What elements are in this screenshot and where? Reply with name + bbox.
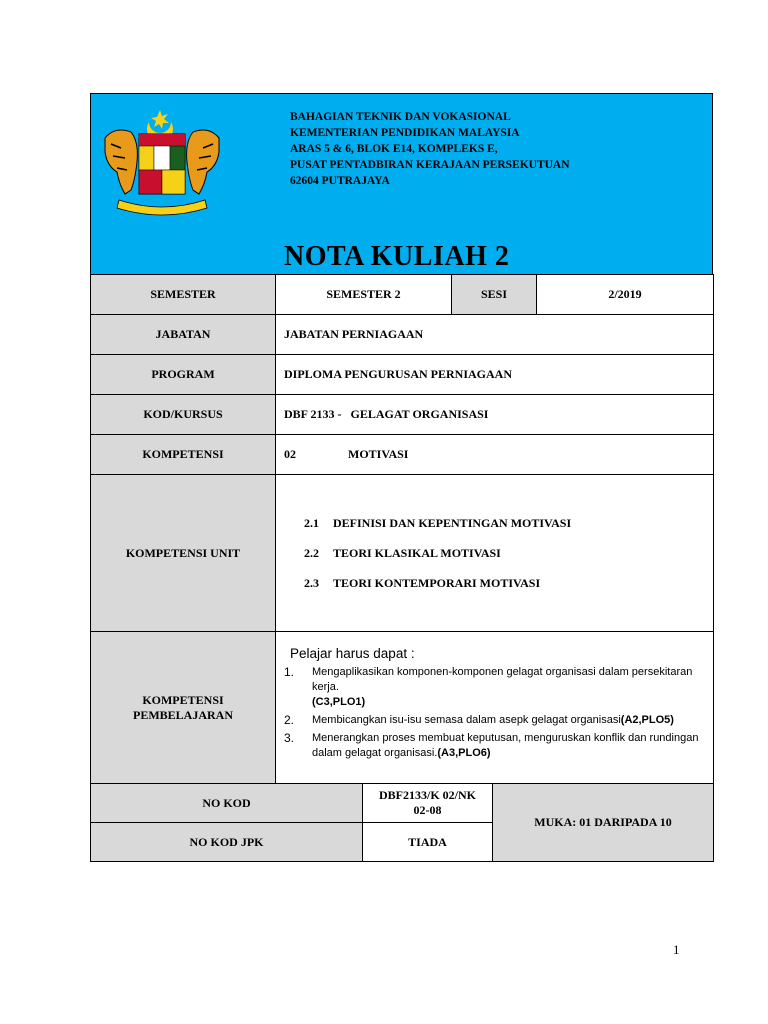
kompetensi-number: 02 bbox=[284, 447, 296, 461]
kompetensi-unit-label: KOMPETENSI UNIT bbox=[91, 475, 276, 632]
kompetensi-pembelajaran-label: KOMPETENSI PEMBELAJARAN bbox=[91, 632, 276, 784]
address-line: 62604 PUTRAJAYA bbox=[290, 175, 390, 187]
address-line: BAHAGIAN TEKNIK DAN VOKASIONAL bbox=[290, 111, 511, 123]
program-label: PROGRAM bbox=[91, 355, 276, 395]
sesi-label: SESI bbox=[452, 275, 537, 315]
page-count: MUKA: 01 DARIPADA 10 bbox=[493, 784, 714, 862]
no-kod-jpk-value: TIADA bbox=[363, 823, 493, 862]
kod-kursus-label: KOD/KURSUS bbox=[91, 395, 276, 435]
address-line: ARAS 5 & 6, BLOK E14, KOMPLEKS E, bbox=[290, 143, 498, 155]
program-value: DIPLOMA PENGURUSAN PERNIAGAAN bbox=[276, 355, 714, 395]
no-kod-jpk-label: NO KOD JPK bbox=[91, 823, 363, 862]
unit-item: 2.3 TEORI KONTEMPORARI MOTIVASI bbox=[304, 575, 541, 590]
no-kod-label: NO KOD bbox=[91, 784, 363, 823]
footer-table bbox=[90, 783, 714, 862]
malaysia-coat-of-arms-icon bbox=[97, 108, 227, 220]
kompetensi-value-cell bbox=[276, 435, 714, 475]
semester-label: SEMESTER bbox=[91, 275, 276, 315]
kompetensi-value: MOTIVASI bbox=[348, 447, 409, 461]
no-kod-value: DBF2133/K 02/NK 02-08 bbox=[363, 784, 493, 823]
ministry-address bbox=[290, 109, 570, 189]
outcomes-intro: Pelajar harus dapat : bbox=[290, 646, 415, 661]
unit-item: 2.2 TEORI KLASIKAL MOTIVASI bbox=[304, 545, 501, 560]
kod-kursus-value: DBF 2133 - GELAGAT ORGANISASI bbox=[276, 395, 714, 435]
page-number: 1 bbox=[673, 942, 680, 957]
semester-value: SEMESTER 2 bbox=[276, 275, 452, 315]
sesi-value: 2/2019 bbox=[537, 275, 714, 315]
address-line: PUSAT PENTADBIRAN KERAJAAN PERSEKUTUAN bbox=[290, 159, 570, 171]
kompetensi-unit-list bbox=[276, 475, 714, 632]
outcomes-list bbox=[284, 665, 705, 761]
unit-item: 2.1 DEFINISI DAN KEPENTINGAN MOTIVASI bbox=[304, 515, 572, 530]
outcome-item: 2. Membicangkan isu-isu semasa dalam asepk gelagat organisasi(A2,PLO5) bbox=[284, 713, 674, 727]
document-title: NOTA KULIAH 2 bbox=[284, 241, 510, 272]
outcome-item: 3. Menerangkan proses membuat keputusan, menguruskan konflik dan rundingan dalam gelagat organisasi.(A3,PLO6) bbox=[284, 731, 699, 759]
kompetensi-label: KOMPETENSI bbox=[91, 435, 276, 475]
jabatan-label: JABATAN bbox=[91, 315, 276, 355]
address-line: KEMENTERIAN PENDIDIKAN MALAYSIA bbox=[290, 127, 520, 139]
learning-outcomes bbox=[276, 632, 714, 784]
jabatan-value: JABATAN PERNIAGAAN bbox=[276, 315, 714, 355]
document-form bbox=[90, 93, 713, 862]
header-banner bbox=[90, 93, 713, 274]
details-table bbox=[90, 274, 714, 784]
outcome-item: 1. Mengaplikasikan komponen-komponen gelagat organisasi dalam persekitaran kerja. (C3,PLO1) bbox=[284, 665, 693, 708]
